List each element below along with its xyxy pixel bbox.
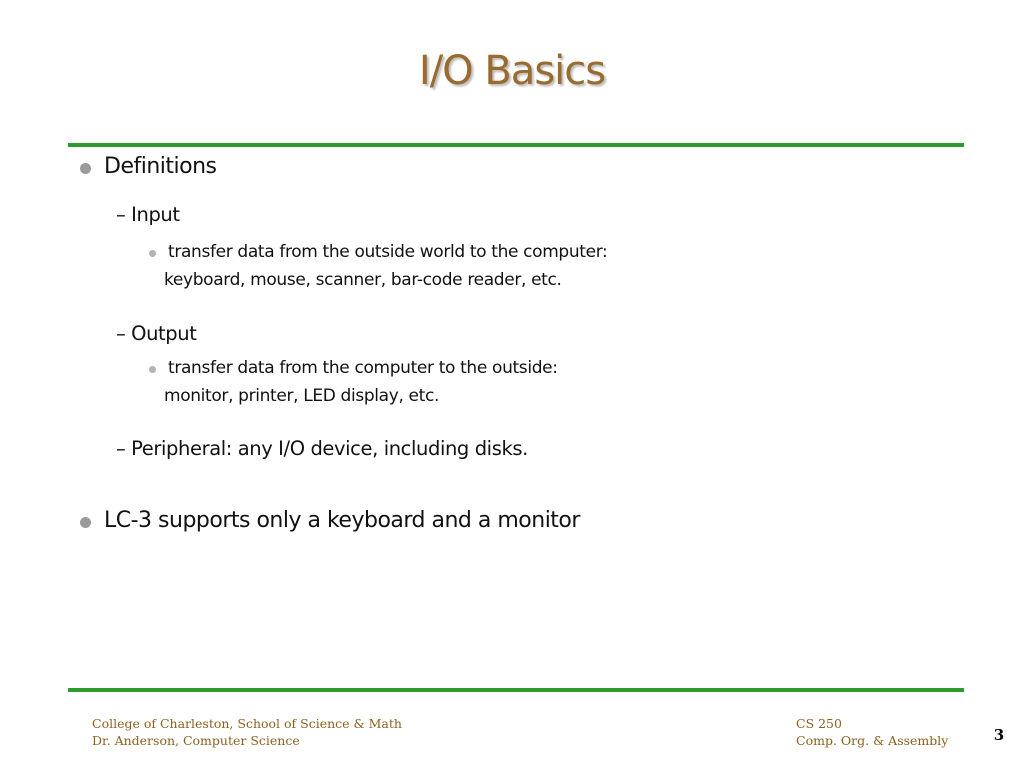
footer-college: College of Charleston, School of Science & Math [92,716,402,731]
bullet-dot-icon [80,163,91,174]
input-detail-line-2: keyboard, mouse, scanner, bar-code reader, etc. [164,270,562,290]
bullet-input: – Input [116,203,180,226]
bullet-peripheral: – Peripheral: any I/O device, including disks. [116,437,528,460]
top-divider [68,143,964,147]
footer-left [92,715,402,749]
bullet-definitions: Definitions [104,154,217,179]
footer-instructor: Dr. Anderson, Computer Science [92,733,300,748]
slide-title: I/O Basics [418,48,606,94]
bullet-output: – Output [116,322,197,345]
bullet-dot-icon [149,366,156,373]
bullet-dot-icon [149,250,156,257]
bullet-dot-icon [80,517,91,528]
output-detail-line-2: monitor, printer, LED display, etc. [164,386,440,406]
footer-course: CS 250 [796,716,842,731]
output-detail-line-1: transfer data from the computer to the outside: [168,358,558,378]
page-number: 3 [993,726,1005,744]
bottom-divider [68,688,964,692]
input-detail-line-1: transfer data from the outside world to the computer: [168,242,608,262]
bullet-lc3: LC-3 supports only a keyboard and a monitor [104,508,580,533]
footer-course-name: Comp. Org. & Assembly [796,733,949,748]
footer-right [796,715,948,749]
